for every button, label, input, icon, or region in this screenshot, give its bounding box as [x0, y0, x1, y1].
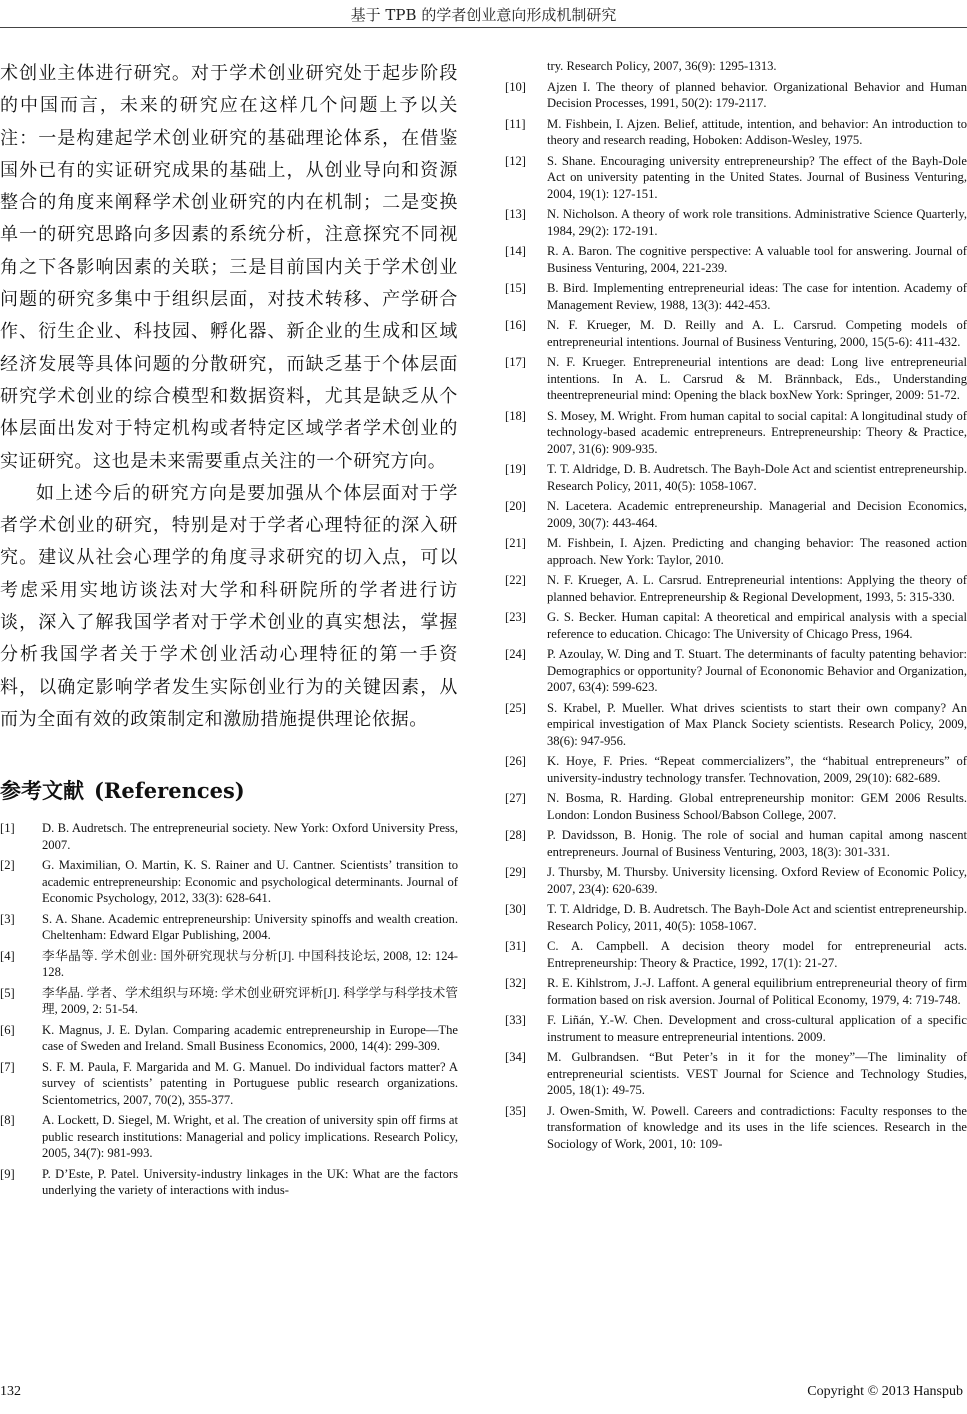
reference-item — [505, 1103, 967, 1153]
references-heading-en: (References) — [94, 778, 245, 804]
reference-text: P. D’Este, P. Patel. University-industry linkages in the UK: What are the factors underlying the variety of interactions with indus- — [42, 1166, 458, 1198]
reference-text: R. A. Baron. The cognitive perspective: A valuable tool for answering. Journal of Business Venturing, 2004, 221-239. — [547, 244, 967, 275]
reference-continuation — [505, 58, 967, 75]
reference-number: [12] — [505, 153, 526, 168]
reference-item — [505, 354, 967, 404]
reference-number: [35] — [505, 1103, 526, 1118]
reference-item — [505, 317, 967, 350]
reference-number: [32] — [505, 976, 526, 990]
reference-item — [0, 985, 458, 1018]
reference-item — [505, 975, 967, 1008]
reference-number: [18] — [505, 408, 526, 423]
reference-item — [505, 153, 967, 203]
reference-number: [25] — [505, 700, 526, 715]
reference-text: J. Owen-Smith, W. Powell. Careers and contradictions: Faculty responses to the transformation of knowledge and its uses in the life sciences. Research in the Sociology of Work, 2001, 10: 109- — [547, 1103, 967, 1151]
body-text — [0, 58, 458, 736]
copyright: Copyright © 2013 Hanspub — [807, 1384, 963, 1399]
reference-item — [505, 206, 967, 239]
reference-text: P. Azoulay, W. Ding and T. Stuart. The determinants of faculty patenting behavior: Demographics or opportunity? Journal of Econonomic Behavior and Organization, 2007, 63(4): 599-623. — [547, 647, 967, 694]
reference-item — [0, 911, 458, 944]
references-heading-cn: 参考文献 — [0, 778, 84, 804]
reference-text: N. Nicholson. A theory of work role transitions. Administrative Science Quarterly, 1984, 29(2): 172-191. — [547, 207, 967, 238]
reference-item — [0, 948, 458, 981]
page-number: 132 — [0, 1384, 21, 1399]
reference-number: [6] — [0, 1022, 15, 1037]
reference-text: R. E. Kihlstrom, J.-J. Laffont. A general equilibrium entrepreneurial theory of firm formation based on risk aversion. Journal of Political Economy, 1979, 4: 719-748. — [547, 976, 967, 1007]
reference-number: [15] — [505, 281, 526, 295]
header-rule — [0, 27, 967, 28]
reference-text: C. A. Campbell. A decision theory model for entrepreneurial acts. Entrepreneurship: Theory & Practice, 1992, 17(1): 21-27. — [547, 939, 967, 970]
reference-item — [505, 790, 967, 823]
reference-text: T. T. Aldridge, D. B. Audretsch. The Bayh-Dole Act and scientist entrepreneurship. Research Policy, 2011, 40(5): 1058-1067. — [547, 902, 967, 933]
body-paragraph: 术创业主体进行研究。对于学术创业研究处于起步阶段的中国而言，未来的研究应在这样几个问题上予以关注：一是构建起学术创业研究的基础理论体系，在借鉴国外已有的实证研究成果的基础上，从创业导向和资源整合的角度来阐释学术创业研究的内在机制；二是变换单一的研究思路向多因素的系统分析，注意探究不同视角之下各影响因素的关联；三是目前国内关于学术创业问题的研究多集中于组织层面，对技术转移、产学研合作、衍生企业、科技园、孵化器、新企业的生成和区域经济发展等具体问题的分散研究，而缺乏基于个体层面研究学术创业的综合模型和数据资料，尤其是缺乏从个体层面出发对于特定机构或者特定区域学者学术创业的实证研究。这也是未来需要重点关注的一个研究方向。 — [0, 63, 458, 472]
reference-item — [505, 646, 967, 696]
reference-number: [33] — [505, 1013, 526, 1027]
reference-number: [2] — [0, 858, 15, 873]
reference-text: F. Liñán, Y.-W. Chen. Development and cross-cultural application of a specific instrument to measure entrepreneurial intentions. 2009. — [547, 1013, 967, 1044]
left-column — [0, 58, 458, 1203]
reference-number: [34] — [505, 1050, 526, 1064]
reference-number: [28] — [505, 828, 526, 842]
reference-number: [16] — [505, 318, 526, 332]
reference-text: S. Krabel, P. Mueller. What drives scientists to start their own company? An empirical investigation of Max Planck Society scientists. Research Policy, 2009, 38(6): 947-956. — [547, 700, 967, 748]
reference-text: B. Bird. Implementing entrepreneurial ideas: The case for intention. Academy of Management Review, 1988, 13(3): 442-453. — [547, 281, 967, 312]
reference-item — [505, 827, 967, 860]
reference-text: K. Hoye, F. Pries. “Repeat commercializers”, the “habitual entrepreneurs” of university-industry technology transfer. Technovation, 2009, 29(10): 682-689. — [547, 754, 967, 785]
reference-item — [505, 461, 967, 494]
reference-item — [505, 1049, 967, 1099]
references-heading — [0, 778, 458, 804]
reference-text: N. Lacetera. Academic entrepreneurship. Managerial and Decision Economics, 2009, 30(7): 443-464. — [547, 499, 967, 530]
reference-item — [505, 243, 967, 276]
reference-text: M. Gulbrandsen. “But Peter’s in it for the money”—The liminality of entrepreneurial scientists. VEST Journal for Science and Technology Studies, 2005, 18(1): 49-75. — [547, 1050, 967, 1097]
reference-number: [17] — [505, 355, 526, 369]
reference-text: K. Magnus, J. E. Dylan. Comparing academic entrepreneurship in Europe—The case of Sweden and Ireland. Small Business Economics, 2000, 14(4): 299-309. — [42, 1022, 458, 1054]
reference-text: D. B. Audretsch. The entrepreneurial society. New York: Oxford University Press, 2007. — [42, 821, 458, 852]
reference-text: Ajzen I. The theory of planned behavior. Organizational Behavior and Human Decision Processes, 1991, 50(2): 179-2117. — [547, 79, 967, 110]
reference-number: [20] — [505, 499, 526, 513]
reference-number: [11] — [505, 116, 526, 131]
reference-item — [505, 280, 967, 313]
reference-item — [505, 79, 967, 112]
reference-number: [1] — [0, 821, 15, 836]
reference-item — [0, 1059, 458, 1109]
right-column — [505, 58, 967, 1156]
reference-number: [24] — [505, 647, 526, 661]
reference-number: [21] — [505, 536, 526, 550]
reference-item — [0, 857, 458, 907]
reference-number: [27] — [505, 791, 526, 805]
reference-item — [0, 1166, 458, 1199]
reference-item — [505, 864, 967, 897]
reference-text: S. Mosey, M. Wright. From human capital to social capital: A longitudinal study of technology-based academic entrepreneurs. Entrepreneurship: Theory & Practice, 2007, 31(6): 909-935. — [547, 408, 967, 456]
reference-text: N. F. Krueger. Entrepreneurial intentions are dead: Long live entrepreneurial intentions. In A. L. Carsrud & M. Brännback, Eds., Understanding theentrepreneurial mind: Opening the black boxNew York: Springer, 2009: 51-72. — [547, 355, 967, 402]
reference-item — [0, 1112, 458, 1162]
reference-number: [13] — [505, 207, 526, 221]
reference-text: G. S. Becker. Human capital: A theoretical and empirical analysis with a special reference to education. Chicago: The University of Chicago Press, 1964. — [547, 610, 967, 641]
reference-item — [0, 1022, 458, 1055]
reference-number: [29] — [505, 865, 526, 879]
reference-text: A. Lockett, D. Siegel, M. Wright, et al. The creation of university spin off firms at public research institutions: Managerial and policy implications. Research Policy, 2005, 34(7): 981-993. — [42, 1113, 458, 1161]
reference-text: M. Fishbein, I. Ajzen. Predicting and changing behavior: The reasoned action approach. New York: Taylor, 2010. — [547, 536, 967, 567]
reference-text: try. Research Policy, 2007, 36(9): 1295-1313. — [547, 59, 777, 73]
reference-number: [10] — [505, 79, 526, 94]
reference-text: S. Shane. Encouraging university entrepreneurship? The effect of the Bayh-Dole Act on university patenting in the United States. Journal of Business Venturing, 2004, 19(1): 127-151. — [547, 153, 967, 201]
reference-list-right — [505, 79, 967, 1153]
reference-item — [505, 938, 967, 971]
reference-number: [7] — [0, 1059, 15, 1074]
reference-item — [505, 498, 967, 531]
reference-list-left — [0, 820, 458, 1199]
reference-text: N. F. Krueger, A. L. Carsrud. Entrepreneurial intentions: Applying the theory of planned behavior. Entrepreneurship & Regional Development, 1993, 5: 315-330. — [547, 573, 967, 604]
reference-number: [4] — [0, 948, 15, 963]
reference-text: 李华晶等. 学术创业: 国外研究现状与分析[J]. 中国科技论坛, 2008, 12: 124-128. — [42, 948, 458, 980]
reference-item — [505, 572, 967, 605]
reference-number: [31] — [505, 939, 526, 953]
reference-item — [505, 408, 967, 458]
reference-number: [26] — [505, 754, 526, 768]
reference-item — [505, 116, 967, 149]
reference-text: M. Fishbein, I. Ajzen. Belief, attitude, intention, and behavior: An introduction to theory and research reading, Hoboken: Addison-Wesley, 1975. — [547, 116, 967, 147]
reference-item — [505, 901, 967, 934]
reference-number: [23] — [505, 610, 526, 624]
reference-item — [505, 609, 967, 642]
reference-text: 李华晶. 学者、学术组织与环境: 学术创业研究评析[J]. 科学学与科学技术管理, 2009, 2: 51-54. — [42, 985, 458, 1017]
reference-text: S. F. M. Paula, F. Margarida and M. G. Manuel. Do individual factors matter? A survey of scientists’ patenting in Portuguese public research organizations. Scientometrics, 2007, 70(2), 355-377. — [42, 1059, 458, 1107]
reference-number: [30] — [505, 902, 526, 916]
reference-number: [22] — [505, 573, 526, 587]
reference-number: [19] — [505, 462, 526, 476]
reference-number: [9] — [0, 1166, 15, 1181]
reference-text: J. Thursby, M. Thursby. University licensing. Oxford Review of Economic Policy, 2007, 23(4): 620-639. — [547, 865, 967, 896]
reference-number: [5] — [0, 985, 15, 1000]
reference-text: G. Maximilian, O. Martin, K. S. Rainer and U. Cantner. Scientists’ transition to academic entrepreneurship: Economic and psychological determinants. Journal of Economic Psychology, 2012, 33(3): 628-641. — [42, 858, 458, 906]
reference-text: N. F. Krueger, M. D. Reilly and A. L. Carsrud. Competing models of entrepreneurial intentions. Journal of Business Venturing, 2000, 15(5-6): 411-432. — [547, 318, 967, 349]
reference-number: [3] — [0, 911, 15, 926]
body-paragraph: 如上述今后的研究方向是要加强从个体层面对于学者学术创业的研究，特别是对于学者心理特征的深入研究。建议从社会心理学的角度寻求研究的切入点，可以考虑采用实地访谈法对大学和科研院所的学者进行访谈，深入了解我国学者对于学术创业的真实想法，掌握分析我国学者关于学术创业活动心理特征的第一手资料，以确定影响学者发生实际创业行为的关键因素，从而为全面有效的政策制定和激励措施提供理论依据。 — [0, 482, 458, 730]
reference-item — [505, 1012, 967, 1045]
reference-number: [8] — [0, 1113, 15, 1128]
reference-item — [0, 820, 458, 853]
reference-text: P. Davidsson, B. Honig. The role of social and human capital among nascent entrepreneurs. Journal of Business Venturing, 2003, 18(3): 301-331. — [547, 828, 967, 859]
reference-number: [14] — [505, 244, 526, 258]
reference-text: S. A. Shane. Academic entrepreneurship: University spinoffs and wealth creation. Cheltenham: Edward Elgar Publishing, 2004. — [42, 911, 458, 943]
reference-item — [505, 700, 967, 750]
running-header: 基于 TPB 的学者创业意向形成机制研究 — [350, 6, 617, 24]
reference-text: T. T. Aldridge, D. B. Audretsch. The Bayh-Dole Act and scientist entrepreneurship. Research Policy, 2011, 40(5): 1058-1067. — [547, 462, 967, 493]
reference-item — [505, 753, 967, 786]
reference-item — [505, 535, 967, 568]
reference-text: N. Bosma, R. Harding. Global entrepreneurship monitor: GEM 2006 Results. London: London Business School/Babson College, 2007. — [547, 791, 967, 822]
